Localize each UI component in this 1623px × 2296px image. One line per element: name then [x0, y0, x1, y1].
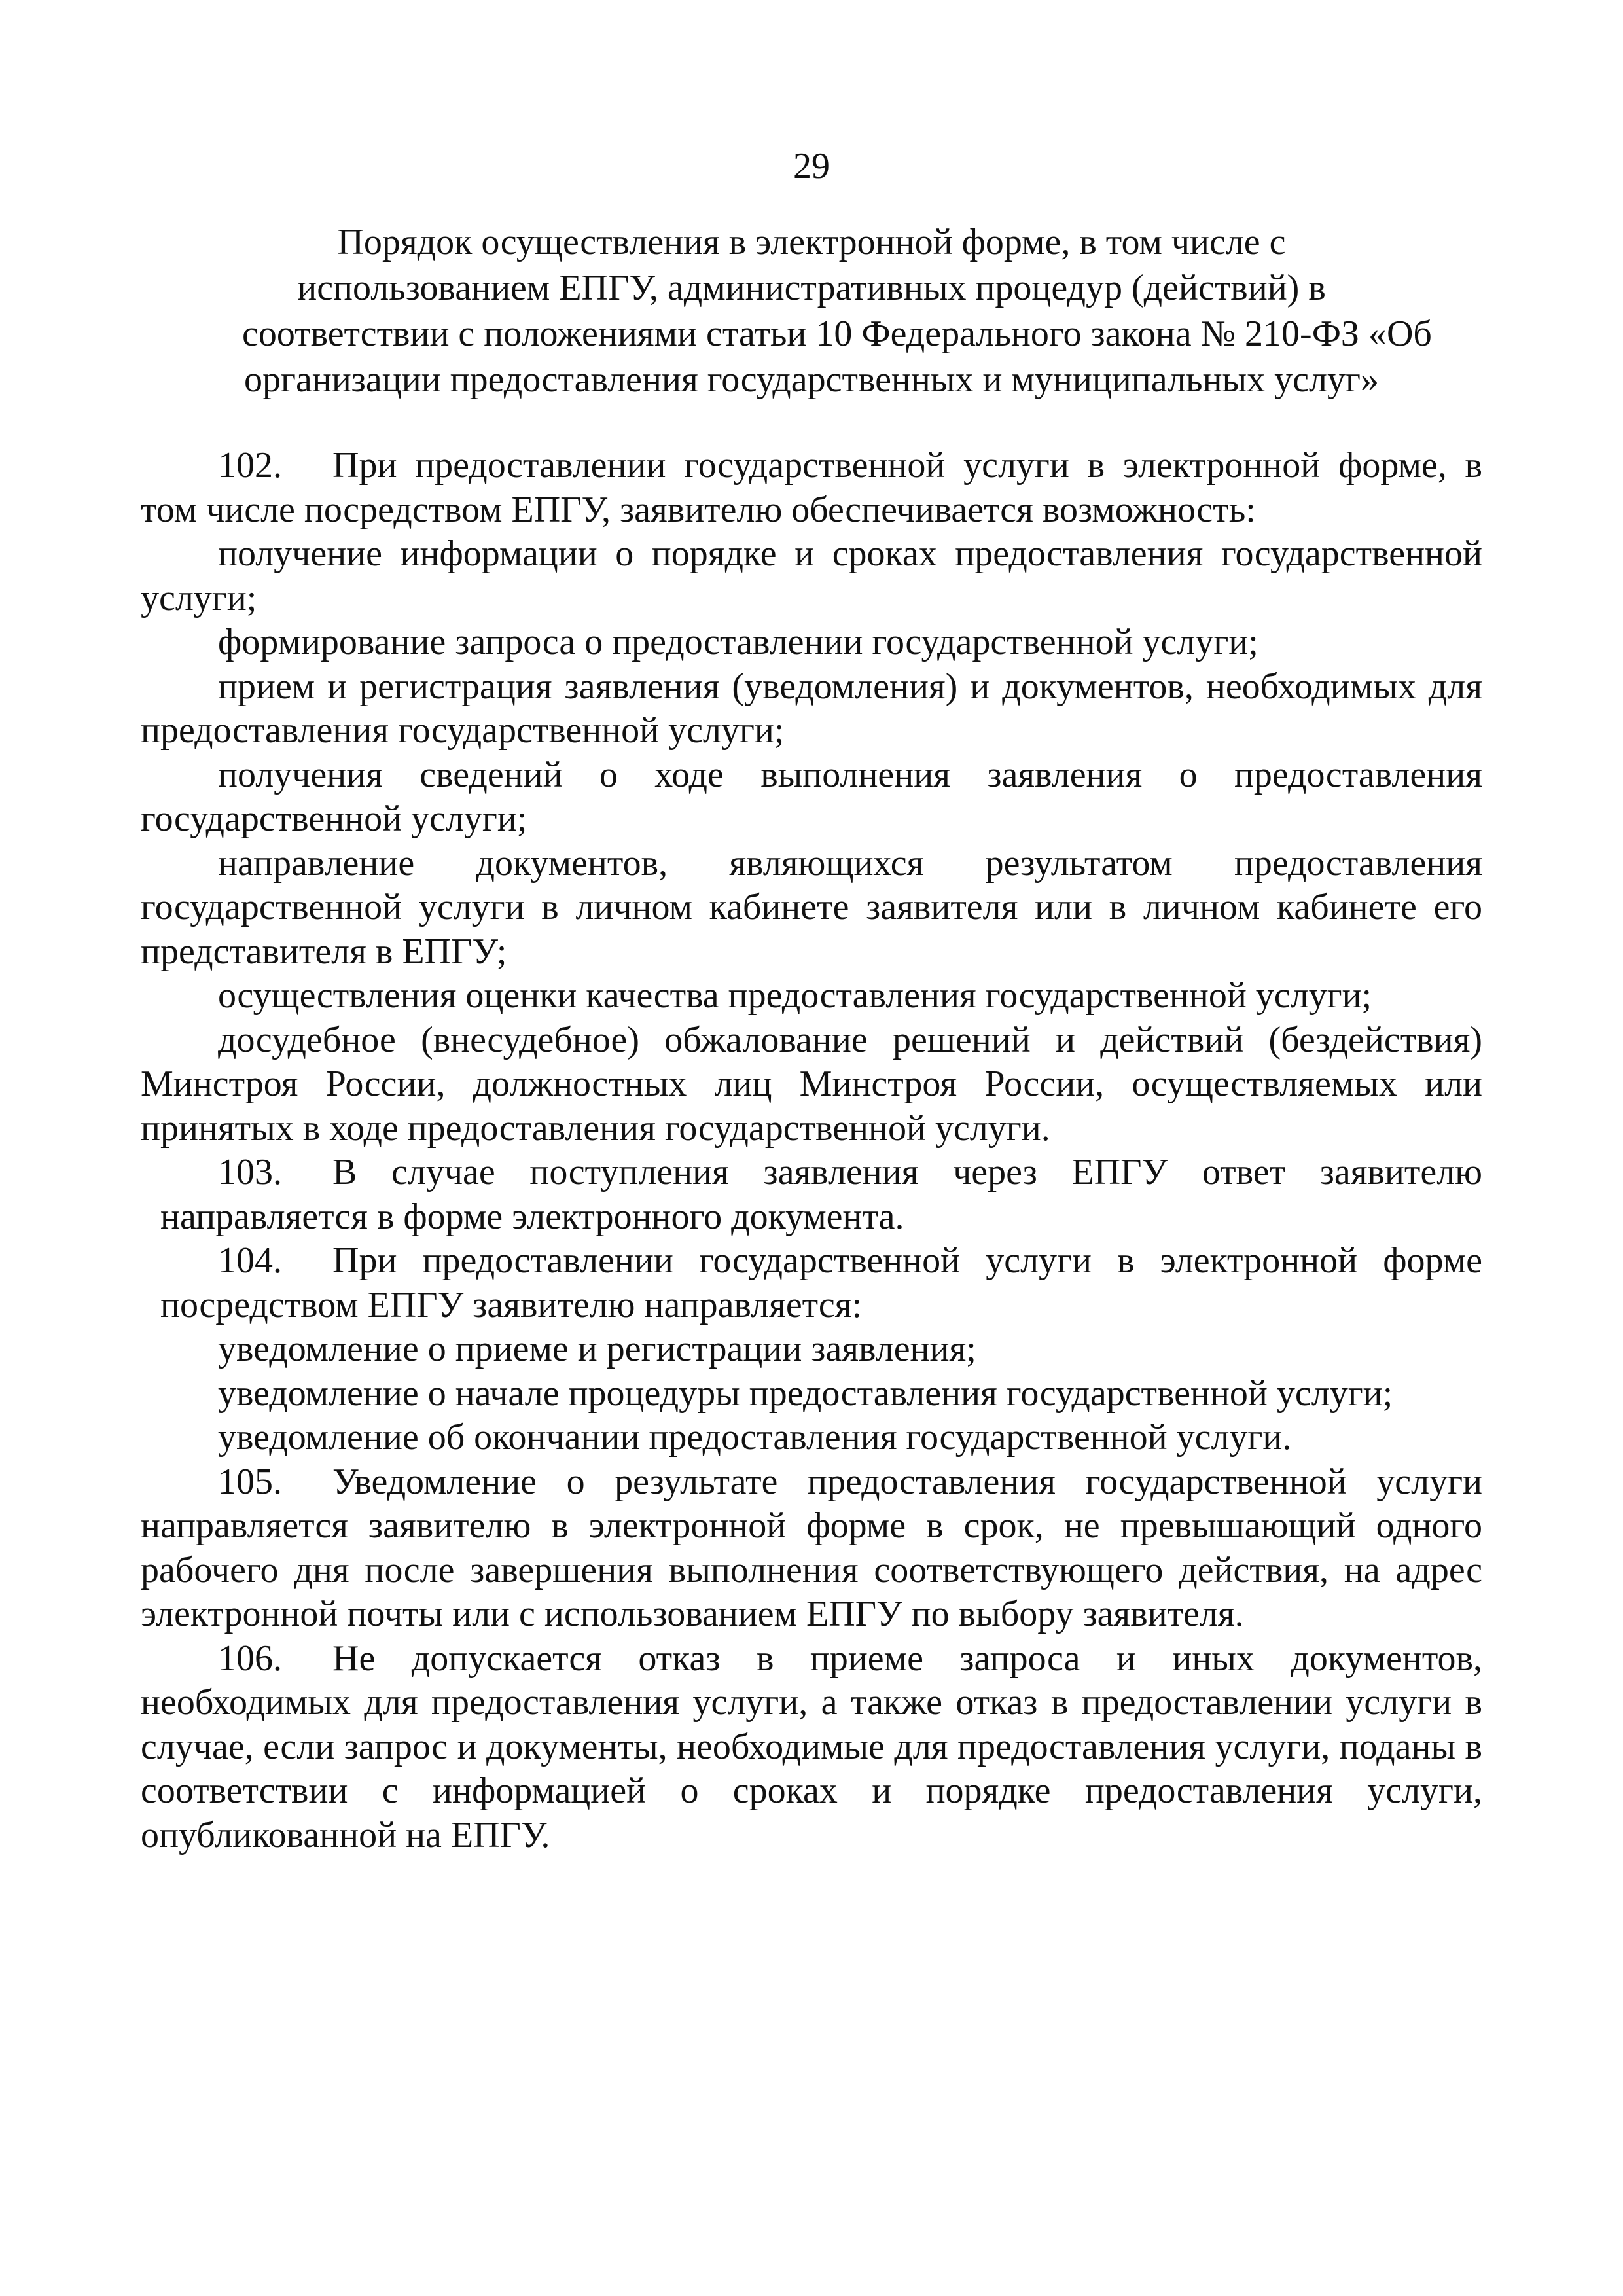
- list-item: прием и регистрация заявления (уведомления) и документов, необходимых для предоставления государственной услуги;: [141, 666, 1482, 751]
- page-number: 29: [793, 146, 830, 187]
- section-title-line: Порядок осуществления в электронной форме, в том числе с: [337, 222, 1286, 262]
- paragraph-number: 106.: [218, 1638, 282, 1679]
- paragraph-number: 102.: [218, 445, 282, 486]
- section-title-line: организации предоставления государственных и муниципальных услуг»: [244, 359, 1379, 400]
- section-title-line: использованием ЕПГУ, административных процедур (действий) в: [297, 268, 1326, 308]
- paragraph-text: При предоставлении государственной услуги в электронной форме посредством ЕПГУ заявителю направляется:: [160, 1240, 1482, 1325]
- list-item: направление документов, являющихся результатом предоставления государственной услуги в личном кабинете заявителя или в личном кабинете его представителя в ЕПГУ;: [141, 842, 1482, 972]
- paragraph-103: [141, 1151, 1482, 1239]
- paragraph-text: При предоставлении государственной услуги в электронной форме, в том числе посредством ЕПГУ, заявителю обеспечивается возможность:: [141, 445, 1482, 530]
- list-item: получения сведений о ходе выполнения заявления о предоставления государственной услуги;: [141, 754, 1482, 839]
- list-item: получение информации о порядке и сроках предоставления государственной услуги;: [141, 533, 1482, 619]
- section-title: [242, 219, 1432, 403]
- document-body: [141, 444, 1482, 1857]
- list-item: досудебное (внесудебное) обжалование решений и действий (бездействия) Минстроя России, должностных лиц Минстроя России, осуществляемых или принятых в ходе предоставления государственной услуги.: [141, 1019, 1482, 1149]
- list-item: уведомление об окончании предоставления государственной услуги.: [218, 1417, 1292, 1458]
- paragraph-text: Не допускается отказ в приеме запроса и иных документов, необходимых для предоставления услуги, а также отказ в предоставлении услуги в случае, если запрос и документы, необходимые для предоставления услуги, поданы в соответствии с информацией о сроках и порядке предоставления услуги, опубликованной на ЕПГУ.: [141, 1638, 1482, 1856]
- list-item: осуществления оценки качества предоставления государственной услуги;: [218, 975, 1372, 1016]
- list-item: формирование запроса о предоставлении государственной услуги;: [218, 622, 1258, 662]
- paragraph-number: 105.: [218, 1461, 282, 1502]
- paragraph-text: Уведомление о результате предоставления государственной услуги направляется заявителю в электронной форме в срок, не превышающий одного рабочего дня после завершения выполнения соответствующего действия, на адрес электронной почты или с использованием ЕПГУ по выбору заявителя.: [141, 1461, 1482, 1634]
- paragraph-102: [141, 444, 1482, 532]
- paragraph-text: В случае поступления заявления через ЕПГУ ответ заявителю направляется в форме электронного документа.: [160, 1152, 1482, 1237]
- paragraph-104: [141, 1239, 1482, 1327]
- paragraph-105: [141, 1460, 1482, 1637]
- paragraph-106: [141, 1637, 1482, 1858]
- section-title-line: соответствии с положениями статьи 10 Федерального закона № 210-ФЗ «Об: [242, 314, 1432, 354]
- list-item: уведомление о приеме и регистрации заявления;: [218, 1329, 976, 1369]
- paragraph-number: 104.: [218, 1240, 282, 1281]
- list-item: уведомление о начале процедуры предоставления государственной услуги;: [218, 1372, 1393, 1414]
- paragraph-number: 103.: [218, 1152, 282, 1193]
